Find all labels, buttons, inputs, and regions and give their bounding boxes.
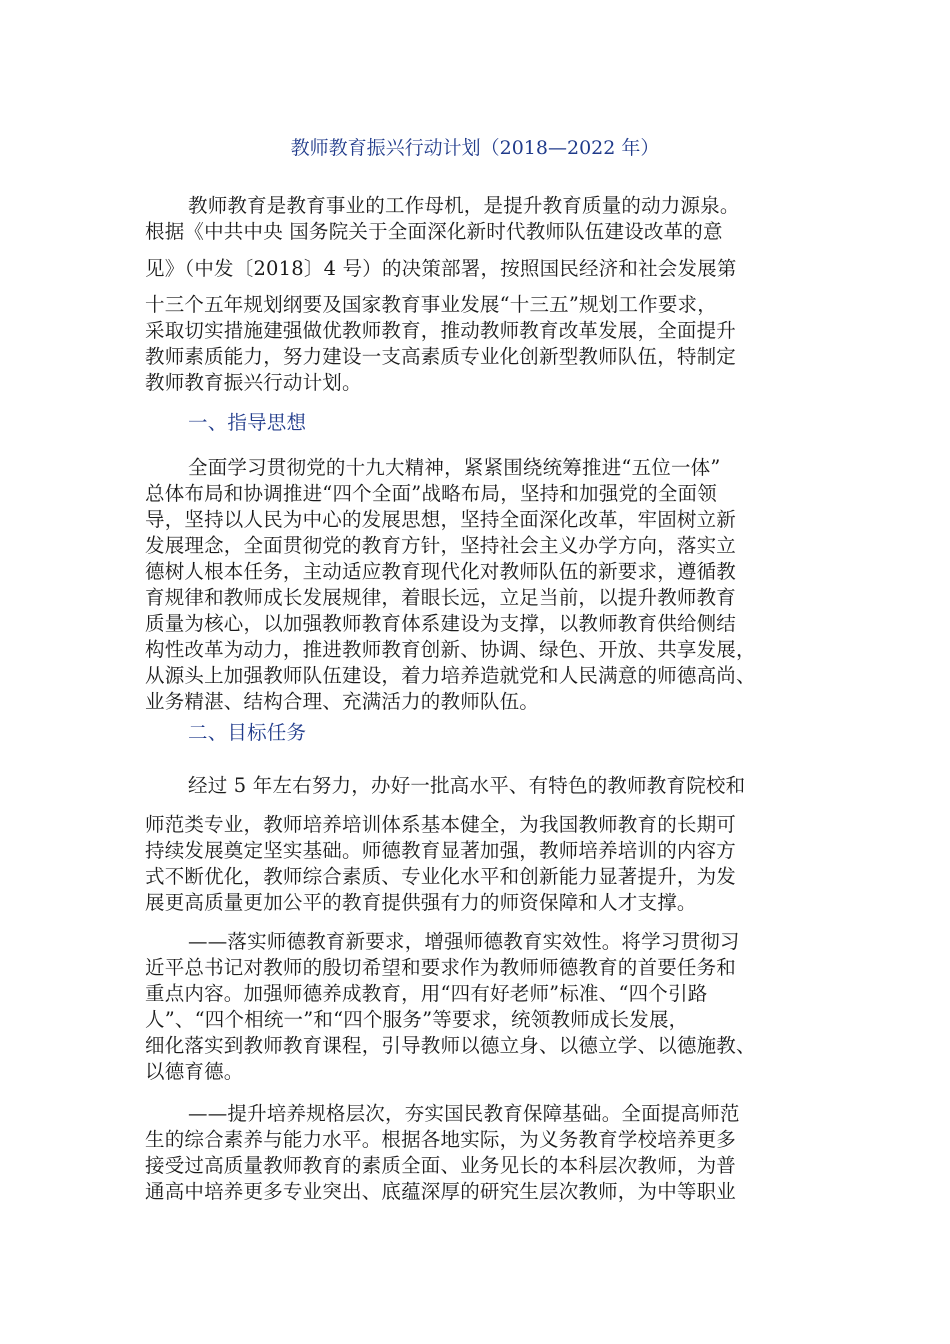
paragraph-line: 人”、“四个相统一”和“四个服务”等要求，统领教师成长发展， <box>145 1008 689 1031</box>
paragraph-line: 见》（中发〔2018〕4 号）的决策部署，按照国民经济和社会发展第 <box>145 257 737 280</box>
paragraph-line: 式不断优化，教师综合素质、专业化水平和创新能力显著提升，为发 <box>145 865 737 888</box>
paragraph-line: 通高中培养更多专业突出、底蕴深厚的研究生层次教师，为中等职业 <box>145 1180 737 1203</box>
paragraph-line: 师范类专业，教师培养培训体系基本健全，为我国教师教育的长期可 <box>145 813 737 836</box>
paragraph-line: 业务精湛、结构合理、充满活力的教师队伍。 <box>145 690 540 713</box>
paragraph-line: 重点内容。加强师德养成教育，用“四有好老师”标准、“四个引路 <box>145 982 708 1005</box>
paragraph-line: 采取切实措施建强做优教师教育，推动教师教育改革发展，全面提升 <box>145 319 737 342</box>
paragraph-line: 从源头上加强教师队伍建设，着力培养造就党和人民满意的师德高尚、 <box>145 664 756 687</box>
paragraph-line: 以德育德。 <box>145 1060 244 1083</box>
paragraph-line: 德树人根本任务，主动适应教育现代化对教师队伍的新要求，遵循教 <box>145 560 737 583</box>
paragraph-line: 总体布局和协调推进“四个全面”战略布局，坚持和加强党的全面领 <box>145 482 717 505</box>
paragraph-line: 教师教育是教育事业的工作母机，是提升教育质量的动力源泉。 <box>188 194 740 217</box>
paragraph-line: 展更高质量更加公平的教育提供强有力的师资保障和人才支撑。 <box>145 891 697 914</box>
paragraph-line: 教师教育振兴行动计划。 <box>145 371 362 394</box>
paragraph-line: ——提升培养规格层次，夯实国民教育保障基础。全面提高师范 <box>188 1102 740 1125</box>
paragraph-line: 细化落实到教师教育课程，引导教师以德立身、以德立学、以德施教、 <box>145 1034 756 1057</box>
paragraph-line: 育规律和教师成长发展规律，着眼长远，立足当前，以提升教师教育 <box>145 586 737 609</box>
section-heading-guiding-ideology: 一、指导思想 <box>188 411 307 434</box>
paragraph-line: 近平总书记对教师的殷切希望和要求作为教师师德教育的首要任务和 <box>145 956 737 979</box>
paragraph-line: 持续发展奠定坚实基础。师德教育显著加强，教师培养培训的内容方 <box>145 839 737 862</box>
paragraph-line: 构性改革为动力，推进教师教育创新、协调、绿色、开放、共享发展， <box>145 638 756 661</box>
paragraph-line: 接受过高质量教师教育的素质全面、业务见长的本科层次教师，为普 <box>145 1154 737 1177</box>
paragraph-line: 根据《中共中央 国务院关于全面深化新时代教师队伍建设改革的意 <box>145 220 723 243</box>
paragraph-line: 十三个五年规划纲要及国家教育事业发展“十三五”规划工作要求， <box>145 293 717 316</box>
paragraph-line: 经过 5 年左右努力，办好一批高水平、有特色的教师教育院校和 <box>188 774 746 797</box>
section-heading-goals-tasks: 二、目标任务 <box>188 721 307 744</box>
paragraph-line: 教师素质能力，努力建设一支高素质专业化创新型教师队伍，特制定 <box>145 345 737 368</box>
paragraph-line: 质量为核心，以加强教师教育体系建设为支撑，以教师教育供给侧结 <box>145 612 737 635</box>
paragraph-line: 全面学习贯彻党的十九大精神，紧紧围绕统筹推进“五位一体” <box>188 456 721 479</box>
paragraph-line: 发展理念，全面贯彻党的教育方针，坚持社会主义办学方向，落实立 <box>145 534 737 557</box>
paragraph-line: 导，坚持以人民为中心的发展思想，坚持全面深化改革，牢固树立新 <box>145 508 737 531</box>
document-title: 教师教育振兴行动计划（2018—2022 年） <box>290 137 660 159</box>
paragraph-line: 生的综合素养与能力水平。根据各地实际，为义务教育学校培养更多 <box>145 1128 737 1151</box>
paragraph-line: ——落实师德教育新要求，增强师德教育实效性。将学习贯彻习 <box>188 930 740 953</box>
